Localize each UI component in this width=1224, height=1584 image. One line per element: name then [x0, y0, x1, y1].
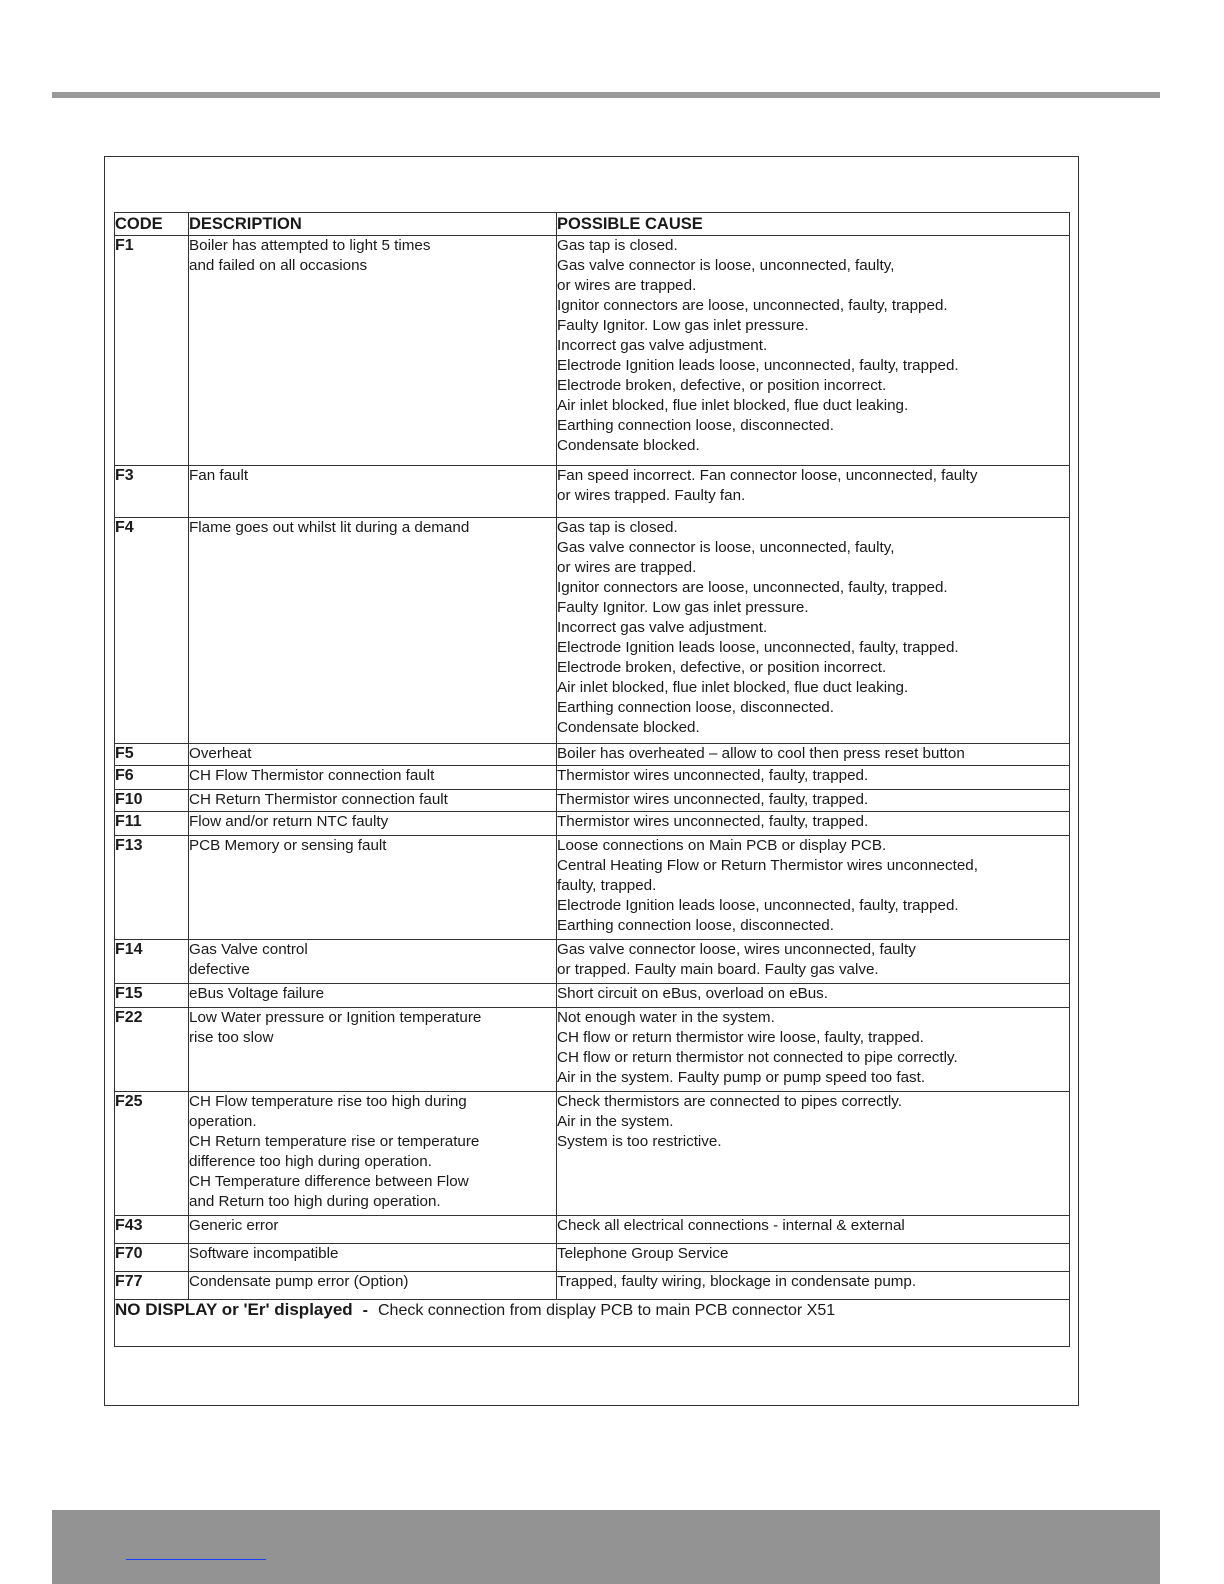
possible-cause — [557, 984, 1070, 1008]
cause-line: Electrode Ignition leads loose, unconnected, faulty, trapped. — [557, 639, 959, 656]
description-line: rise too slow — [189, 1029, 274, 1046]
description-line: Boiler has attempted to light 5 times — [189, 237, 431, 254]
fault-code: F5 — [115, 744, 189, 766]
description-line: and failed on all occasions — [189, 257, 368, 274]
cause-line: Boiler has overheated – allow to cool then press reset button — [557, 745, 965, 762]
fault-description — [189, 466, 557, 518]
cause-line: Air in the system. Faulty pump or pump speed too fast. — [557, 1069, 926, 1086]
fault-row — [115, 236, 1070, 466]
cause-line: Gas tap is closed. — [557, 237, 678, 254]
cause-line: faulty, trapped. — [557, 877, 657, 894]
cause-line: Loose connections on Main PCB or display PCB. — [557, 837, 887, 854]
cause-line: Thermistor wires unconnected, faulty, trapped. — [557, 791, 869, 808]
cause-line: Electrode Ignition leads loose, unconnected, faulty, trapped. — [557, 357, 959, 374]
fault-code: F6 — [115, 766, 189, 790]
cause-line: Earthing connection loose, disconnected. — [557, 917, 834, 934]
fault-code: F70 — [115, 1244, 189, 1272]
cause-line: Electrode broken, defective, or position incorrect. — [557, 377, 887, 394]
fault-code: F25 — [115, 1092, 189, 1216]
no-display-note-row — [115, 1300, 1070, 1347]
cause-line: System is too restrictive. — [557, 1133, 722, 1150]
cause-line: CH flow or return thermistor not connected to pipe correctly. — [557, 1049, 958, 1066]
cause-line: Earthing connection loose, disconnected. — [557, 699, 834, 716]
description-line: Flow and/or return NTC faulty — [189, 813, 389, 830]
cause-line: Air inlet blocked, flue inlet blocked, flue duct leaking. — [557, 679, 909, 696]
fault-description — [189, 1244, 557, 1272]
fault-code-table — [114, 212, 1070, 1347]
possible-cause — [557, 766, 1070, 790]
fault-description — [189, 1008, 557, 1092]
possible-cause — [557, 236, 1070, 466]
fault-description — [189, 766, 557, 790]
fault-row — [115, 984, 1070, 1008]
cause-line: Telephone Group Service — [557, 1245, 729, 1262]
fault-row — [115, 940, 1070, 984]
fault-row — [115, 790, 1070, 812]
possible-cause — [557, 744, 1070, 766]
footer-bar — [52, 1510, 1160, 1584]
fault-row — [115, 744, 1070, 766]
possible-cause — [557, 466, 1070, 518]
cause-line: Air in the system. — [557, 1113, 674, 1130]
cause-line: Ignitor connectors are loose, unconnected, faulty, trapped. — [557, 297, 948, 314]
cause-line: Incorrect gas valve adjustment. — [557, 337, 768, 354]
fault-description — [189, 518, 557, 744]
cause-line: Condensate blocked. — [557, 437, 700, 454]
cause-line: Check all electrical connections - internal & external — [557, 1217, 905, 1234]
fault-description — [189, 1092, 557, 1216]
fault-description — [189, 1272, 557, 1300]
description-line: Gas Valve control — [189, 941, 308, 958]
description-line: Fan fault — [189, 467, 249, 484]
fault-row — [115, 466, 1070, 518]
cause-line: or wires are trapped. — [557, 277, 697, 294]
fault-code: F22 — [115, 1008, 189, 1092]
cause-line: Gas tap is closed. — [557, 519, 678, 536]
possible-cause — [557, 790, 1070, 812]
cause-line: Short circuit on eBus, overload on eBus. — [557, 985, 828, 1002]
fault-row — [115, 1092, 1070, 1216]
fault-row — [115, 836, 1070, 940]
fault-code: F1 — [115, 236, 189, 466]
cause-line: or wires are trapped. — [557, 559, 697, 576]
note-text: Check connection from display PCB to main PCB connector X51 — [378, 1302, 836, 1319]
fault-description — [189, 836, 557, 940]
cause-line: Thermistor wires unconnected, faulty, trapped. — [557, 767, 869, 784]
description-line: Condensate pump error (Option) — [189, 1273, 409, 1290]
fault-description — [189, 790, 557, 812]
possible-cause — [557, 1216, 1070, 1244]
possible-cause — [557, 518, 1070, 744]
fault-rows — [115, 236, 1070, 1300]
description-line: CH Temperature difference between Flow — [189, 1173, 469, 1190]
description-line: operation. — [189, 1113, 257, 1130]
possible-cause — [557, 1092, 1070, 1216]
fault-description — [189, 236, 557, 466]
fault-code: F3 — [115, 466, 189, 518]
fault-code: F4 — [115, 518, 189, 744]
fault-code: F77 — [115, 1272, 189, 1300]
description-line: Low Water pressure or Ignition temperature — [189, 1009, 482, 1026]
note-label: NO DISPLAY or 'Er' displayed — [115, 1300, 353, 1319]
fault-code: F15 — [115, 984, 189, 1008]
fault-code: F11 — [115, 812, 189, 836]
fault-description — [189, 812, 557, 836]
fault-description — [189, 984, 557, 1008]
description-line: Software incompatible — [189, 1245, 339, 1262]
possible-cause — [557, 1008, 1070, 1092]
cause-line: or trapped. Faulty main board. Faulty gas valve. — [557, 961, 879, 978]
cause-line: Air inlet blocked, flue inlet blocked, flue duct leaking. — [557, 397, 909, 414]
fault-code: F13 — [115, 836, 189, 940]
description-line: Flame goes out whilst lit during a demand — [189, 519, 470, 536]
description-column-header: DESCRIPTION — [189, 213, 557, 236]
fault-row — [115, 812, 1070, 836]
description-line: Generic error — [189, 1217, 279, 1234]
note-separator: - — [362, 1302, 368, 1319]
fault-code: F43 — [115, 1216, 189, 1244]
possible-cause — [557, 1272, 1070, 1300]
cause-line: Fan speed incorrect. Fan connector loose, unconnected, faulty — [557, 467, 978, 484]
possible-cause — [557, 812, 1070, 836]
fault-row — [115, 766, 1070, 790]
cause-line: Check thermistors are connected to pipes correctly. — [557, 1093, 902, 1110]
description-line: CH Flow temperature rise too high during — [189, 1093, 467, 1110]
description-line: difference too high during operation. — [189, 1153, 432, 1170]
cause-line: Trapped, faulty wiring, blockage in condensate pump. — [557, 1273, 917, 1290]
description-line: defective — [189, 961, 250, 978]
description-line: and Return too high during operation. — [189, 1193, 441, 1210]
fault-row — [115, 518, 1070, 744]
cause-line: Faulty Ignitor. Low gas inlet pressure. — [557, 317, 809, 334]
description-line: eBus Voltage failure — [189, 985, 325, 1002]
no-display-note — [115, 1300, 1070, 1347]
cause-line: Faulty Ignitor. Low gas inlet pressure. — [557, 599, 809, 616]
description-line: CH Return Thermistor connection fault — [189, 791, 448, 808]
description-line: CH Flow Thermistor connection fault — [189, 767, 435, 784]
possible-cause — [557, 940, 1070, 984]
fault-description — [189, 1216, 557, 1244]
fault-row — [115, 1216, 1070, 1244]
cause-line: Condensate blocked. — [557, 719, 700, 736]
cause-line: Not enough water in the system. — [557, 1009, 775, 1026]
fault-row — [115, 1244, 1070, 1272]
cause-line: Gas valve connector loose, wires unconnected, faulty — [557, 941, 916, 958]
table-header-row — [115, 213, 1070, 236]
cause-line: Gas valve connector is loose, unconnected, faulty, — [557, 257, 895, 274]
cause-line: Incorrect gas valve adjustment. — [557, 619, 768, 636]
cause-line: Electrode broken, defective, or position incorrect. — [557, 659, 887, 676]
cause-column-header: POSSIBLE CAUSE — [557, 213, 1070, 236]
code-column-header: CODE — [115, 213, 189, 236]
fault-row — [115, 1272, 1070, 1300]
fault-row — [115, 1008, 1070, 1092]
fault-description — [189, 744, 557, 766]
cause-line: Ignitor connectors are loose, unconnected, faulty, trapped. — [557, 579, 948, 596]
possible-cause — [557, 1244, 1070, 1272]
possible-cause — [557, 836, 1070, 940]
cause-line: Earthing connection loose, disconnected. — [557, 417, 834, 434]
footer-link[interactable] — [126, 1558, 266, 1560]
header-rule — [52, 92, 1160, 98]
fault-code: F10 — [115, 790, 189, 812]
cause-line: or wires trapped. Faulty fan. — [557, 487, 746, 504]
fault-description — [189, 940, 557, 984]
cause-line: Electrode Ignition leads loose, unconnected, faulty, trapped. — [557, 897, 959, 914]
cause-line: Gas valve connector is loose, unconnected, faulty, — [557, 539, 895, 556]
fault-code: F14 — [115, 940, 189, 984]
description-line: PCB Memory or sensing fault — [189, 837, 387, 854]
cause-line: CH flow or return thermistor wire loose, faulty, trapped. — [557, 1029, 924, 1046]
cause-line: Central Heating Flow or Return Thermistor wires unconnected, — [557, 857, 978, 874]
cause-line: Thermistor wires unconnected, faulty, trapped. — [557, 813, 869, 830]
description-line: Overheat — [189, 745, 252, 762]
description-line: CH Return temperature rise or temperature — [189, 1133, 480, 1150]
